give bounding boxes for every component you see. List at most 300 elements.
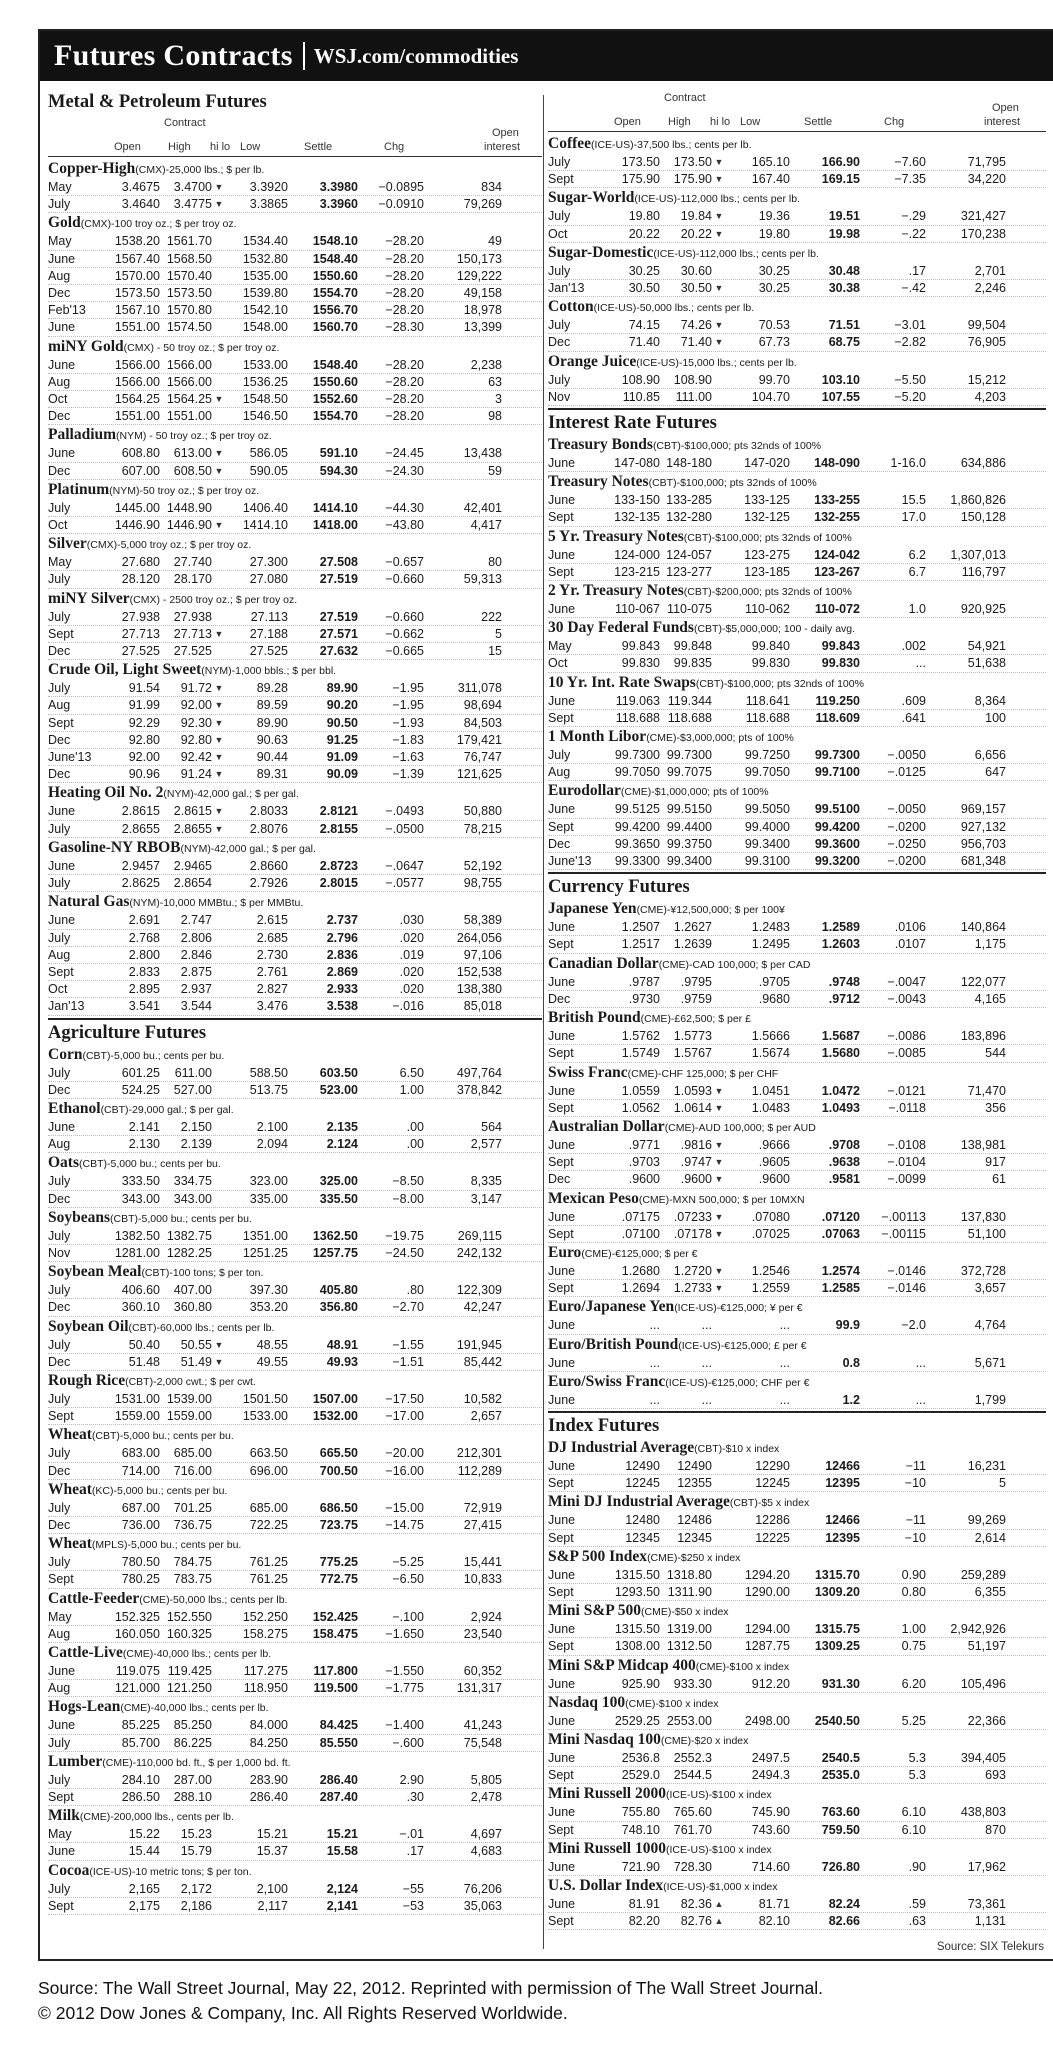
table-row (548, 334, 1046, 351)
high-cell: 121.250 (166, 1681, 212, 1696)
chg-cell: −1.55 (392, 1337, 424, 1352)
high-cell: 1566.00 (166, 374, 212, 389)
hilo-arrow-icon (212, 268, 226, 284)
open-interest-cell: 97,106 (463, 947, 502, 962)
month-cell: Sept (548, 564, 574, 579)
open-interest-cell: 42,247 (463, 1300, 502, 1315)
open-interest-cell: 27,415 (463, 1517, 502, 1532)
contract-name (48, 1535, 542, 1554)
low-cell: 1548.00 (242, 320, 288, 335)
settle-cell: 27.508 (319, 555, 358, 570)
open-cell: 50.40 (128, 1337, 160, 1352)
month-cell: June (548, 802, 576, 817)
low-cell: 353.20 (249, 1300, 288, 1315)
table-row (48, 1445, 542, 1462)
high-cell: 111.00 (675, 389, 712, 404)
contract-spec: (NYM)-10,000 MMBtu.; $ per MMBtu. (129, 897, 304, 910)
settle-cell: 591.10 (319, 446, 358, 461)
high-cell: 92.80 (180, 732, 212, 747)
contract-spec: (CME)-$50 x index (641, 1606, 729, 1619)
high-cell: 1568.50 (166, 251, 212, 266)
settle-cell: 723.75 (319, 1517, 358, 1532)
low-cell: 2.685 (256, 930, 288, 945)
settle-cell: 91.09 (326, 750, 358, 765)
chg-cell: −1.63 (392, 750, 424, 765)
contract-title: Oats (48, 1154, 79, 1172)
month-cell: Sept (48, 1409, 74, 1424)
table-row (548, 693, 1046, 710)
hilo-arrow-icon (212, 374, 226, 390)
contract-title: Cattle-Live (48, 1643, 123, 1661)
open-interest-cell: 59,313 (463, 572, 502, 587)
open-cell: 1.2680 (621, 1263, 660, 1278)
settle-cell: 2.8015 (319, 876, 358, 891)
hilo-arrow-icon (212, 964, 226, 980)
high-cell: 99.3400 (666, 854, 712, 869)
open-cell: 1.2517 (621, 937, 660, 952)
contract-name (48, 1100, 542, 1119)
open-interest-cell: 98,694 (463, 698, 502, 713)
contract-spec: (MPLS)-5,000 bu.; cents per bu. (91, 1539, 242, 1552)
settle-cell: 405.80 (319, 1283, 358, 1298)
settle-cell: 2.869 (326, 964, 358, 979)
settle-cell: 99.843 (821, 639, 860, 654)
hilo-arrow-icon: ▼ (214, 734, 224, 745)
table-row (548, 547, 1046, 564)
high-cell: 119.425 (167, 1663, 212, 1678)
open-interest-cell: 15,212 (967, 372, 1006, 387)
settle-cell: 356.80 (319, 1300, 358, 1315)
open-cell: 1382.50 (114, 1228, 160, 1243)
contract-title: Corn (48, 1045, 83, 1063)
open-interest-cell: 1,307,013 (950, 547, 1006, 562)
contract-name (548, 1298, 1046, 1317)
low-cell: 27.080 (249, 572, 288, 587)
column-oi-label-2: interest (484, 141, 521, 153)
column-chg-label: Chg (384, 141, 405, 153)
table-row (48, 732, 542, 749)
month-cell: June (548, 1513, 576, 1528)
low-cell: 2497.5 (751, 1750, 790, 1765)
open-cell: 3.541 (128, 999, 160, 1014)
column-hilo-label: hi lo (710, 116, 731, 128)
high-cell: 1319.00 (666, 1622, 712, 1637)
low-cell: 286.40 (249, 1790, 288, 1804)
open-cell: 1.0562 (621, 1100, 660, 1115)
low-cell: 1.0483 (751, 1100, 790, 1115)
contract-name (548, 1336, 1046, 1355)
low-cell: 12290 (755, 1458, 790, 1473)
open-interest-cell: 179,421 (456, 732, 502, 747)
settle-cell: 90.09 (326, 767, 358, 782)
table-row (48, 319, 542, 336)
contract-spec: (CBT)-$10 x index (694, 1442, 780, 1455)
settle-cell: 2,141 (326, 1898, 358, 1913)
contract-spec: (CBT)-$100,000; pts 32nds of 100% (683, 531, 852, 544)
table-row (48, 1609, 542, 1626)
month-cell: Sept (548, 1822, 574, 1837)
table-row (548, 1475, 1046, 1492)
open-cell: 99.7300 (614, 748, 660, 763)
open-interest-cell: 259,289 (960, 1567, 1006, 1582)
table-row (48, 408, 542, 425)
month-cell: July (48, 500, 71, 515)
open-interest-cell: 5 (495, 626, 502, 641)
table-row (548, 171, 1046, 188)
hilo-arrow-icon (712, 1676, 726, 1692)
settle-cell: 1315.70 (814, 1567, 860, 1582)
low-cell: 323.00 (249, 1174, 288, 1189)
table-row (48, 233, 542, 250)
hilo-arrow-icon (212, 1228, 226, 1244)
high-cell: 2,172 (180, 1881, 212, 1896)
low-cell: 12286 (755, 1513, 790, 1528)
table-row (48, 1500, 542, 1517)
hilo-arrow-icon (712, 1028, 726, 1044)
chg-cell: −28.20 (385, 392, 424, 407)
hilo-arrow-icon: ▼ (714, 1139, 724, 1150)
open-interest-cell: 372,728 (960, 1263, 1006, 1278)
contract-name (48, 784, 542, 803)
contract-name (48, 481, 542, 500)
table-row (548, 208, 1046, 225)
settle-cell: 110-072 (814, 602, 860, 617)
chg-cell: 6.7 (908, 564, 926, 579)
table-row (548, 974, 1046, 991)
open-interest-cell: 969,157 (960, 802, 1006, 817)
high-cell: 108.90 (673, 372, 712, 387)
settle-cell: 19.98 (828, 226, 860, 241)
settle-cell: 2.135 (326, 1119, 358, 1134)
hilo-arrow-icon: ▼ (214, 752, 224, 763)
high-cell: 3.544 (180, 999, 212, 1014)
month-cell: Nov (548, 389, 571, 404)
month-cell: Sept (548, 1281, 574, 1296)
open-cell: 687.00 (121, 1500, 160, 1515)
hilo-arrow-icon (212, 1663, 226, 1679)
contract-name (48, 1318, 542, 1337)
hilo-arrow-icon (212, 319, 226, 335)
settle-cell: 1.2589 (821, 920, 860, 935)
open-cell: 2.141 (128, 1119, 160, 1134)
month-cell: Sept (548, 819, 574, 834)
high-cell: 152.550 (166, 1609, 212, 1624)
high-cell: 783.75 (173, 1572, 212, 1587)
low-cell: ... (779, 1392, 790, 1407)
settle-cell: 931.30 (821, 1676, 860, 1691)
settle-cell: 1548.40 (312, 251, 358, 266)
open-cell: 12345 (625, 1530, 660, 1545)
open-cell: 780.50 (121, 1555, 160, 1570)
hilo-arrow-icon: ▼ (214, 717, 224, 728)
high-cell: 2.139 (180, 1137, 212, 1152)
month-cell: Sept (548, 1046, 574, 1061)
low-cell: 1.2483 (751, 920, 790, 935)
table-row (548, 1767, 1046, 1784)
open-interest-cell: 116,797 (961, 564, 1006, 579)
contract-title: 5 Yr. Treasury Notes (548, 527, 684, 545)
settle-cell: 1554.70 (312, 409, 358, 424)
open-interest-cell: 212,301 (456, 1446, 502, 1461)
low-cell: 1294.20 (744, 1567, 790, 1582)
hilo-arrow-icon (712, 853, 726, 869)
open-cell: 132-135 (614, 510, 660, 525)
settle-cell: 118.609 (815, 710, 860, 725)
open-interest-cell: 76,206 (463, 1881, 502, 1896)
open-interest-cell: 1,175 (974, 937, 1006, 952)
low-cell: 27.113 (250, 609, 288, 624)
open-cell: 15.22 (128, 1827, 160, 1842)
open-interest-cell: 10,582 (463, 1391, 502, 1406)
open-interest-cell: 23,540 (463, 1626, 502, 1641)
chg-cell: −43.80 (385, 518, 424, 533)
hilo-arrow-icon (712, 601, 726, 617)
open-cell: 714.00 (121, 1463, 160, 1478)
high-cell: 15.79 (180, 1844, 212, 1859)
high-cell: 148-180 (666, 456, 712, 471)
high-cell: 1570.40 (166, 268, 212, 283)
month-cell: May (48, 1827, 72, 1842)
settle-cell: 82.24 (828, 1896, 860, 1911)
hilo-arrow-icon: ▼ (214, 182, 224, 192)
low-cell: 745.90 (751, 1805, 790, 1820)
settle-cell: 117.800 (313, 1663, 358, 1678)
high-cell: 1551.00 (166, 409, 212, 424)
settle-cell: .9748 (828, 974, 860, 989)
open-cell: 85.225 (121, 1718, 160, 1733)
chg-cell: −.0200 (887, 819, 926, 834)
month-cell: June (548, 547, 576, 562)
low-cell: 84.000 (249, 1718, 288, 1733)
month-cell: June (548, 1713, 576, 1728)
chg-cell: −.00115 (881, 1226, 926, 1241)
chg-cell: .0106 (894, 920, 926, 935)
open-interest-cell: 35,063 (463, 1898, 502, 1913)
low-cell: 2.730 (256, 947, 288, 962)
low-cell: .9600 (758, 1172, 790, 1187)
contract-spec: (CME)-40,000 lbs.; cents per lb. (122, 1647, 272, 1660)
month-cell: June (548, 974, 576, 989)
chg-cell: ... (915, 656, 926, 671)
contract-spec: (CME)-CHF 125,000; $ per CHF (627, 1067, 779, 1080)
low-cell: 1294.00 (744, 1622, 790, 1637)
contract-title: Wheat (48, 1480, 92, 1498)
contract-name (548, 1493, 1046, 1512)
chg-cell: −.0577 (385, 876, 424, 891)
contract-spec: (ICE-US)-€125,000; ¥ per € (674, 1302, 803, 1315)
table-row (48, 357, 542, 374)
contract-name (548, 1694, 1046, 1713)
high-cell: 99.848 (673, 639, 712, 654)
high-cell: 12486 (677, 1513, 712, 1528)
high-cell: 2.806 (180, 930, 212, 945)
open-cell: .07100 (621, 1226, 660, 1241)
open-interest-cell: 3,657 (974, 1281, 1006, 1296)
month-cell: Dec (48, 1082, 71, 1097)
month-cell: May (48, 180, 72, 194)
hilo-arrow-icon (712, 936, 726, 952)
settle-cell: 89.90 (326, 681, 358, 696)
month-cell: Dec (548, 335, 571, 350)
hilo-arrow-icon (212, 251, 226, 267)
low-cell: 1.2546 (751, 1263, 790, 1278)
open-cell: 2.895 (128, 982, 160, 997)
low-cell: 118.950 (243, 1681, 288, 1696)
low-cell: 1351.00 (242, 1228, 288, 1243)
low-cell: 1.5666 (751, 1029, 790, 1044)
table-row (548, 263, 1046, 280)
chg-cell: 6.20 (901, 1676, 926, 1691)
low-cell: 2494.3 (751, 1768, 790, 1783)
chg-cell: .00 (406, 1137, 424, 1152)
open-cell: 119.075 (115, 1663, 160, 1678)
open-cell: 1531.00 (114, 1391, 160, 1406)
low-cell: 99.5050 (744, 802, 790, 817)
low-cell: ... (779, 1318, 790, 1333)
hilo-arrow-icon (212, 357, 226, 373)
contract-title: Gasoline-NY RBOB (48, 838, 181, 856)
month-cell: July (48, 930, 71, 945)
table-row (548, 836, 1046, 853)
settle-cell: 84.425 (319, 1718, 358, 1733)
contract-title: Wheat (48, 1426, 92, 1444)
settle-cell: 1552.60 (312, 392, 358, 407)
month-cell: July (48, 1228, 71, 1243)
month-cell: July (48, 1174, 71, 1189)
hilo-arrow-icon (712, 655, 726, 671)
open-cell: 1445.00 (114, 500, 160, 515)
high-cell: 2544.5 (673, 1768, 712, 1783)
table-row (48, 1136, 542, 1153)
open-cell: 147-080 (614, 456, 660, 471)
high-cell: 30.50 (680, 281, 712, 296)
hilo-arrow-icon (212, 1789, 226, 1805)
low-cell: 167.40 (751, 172, 790, 187)
table-row (548, 1584, 1046, 1601)
hilo-arrow-icon (712, 1567, 726, 1583)
high-cell: 1573.50 (166, 286, 212, 301)
column-open-label: Open (114, 141, 141, 153)
column-contract-label: Contract (664, 92, 706, 104)
month-cell: June (548, 1355, 576, 1370)
table-row (48, 1772, 542, 1789)
contract-spec: (CMX)-25,000 lbs.; $ per lb. (135, 164, 265, 176)
chg-cell: 5.25 (901, 1713, 926, 1728)
settle-cell: 1548.40 (312, 357, 358, 372)
hilo-arrow-icon (212, 643, 226, 659)
settle-cell: 1.2574 (821, 1263, 860, 1278)
open-interest-cell: 1,799 (974, 1392, 1006, 1407)
chg-cell: −7.35 (894, 172, 926, 187)
contract-name (548, 473, 1046, 492)
month-cell: June (548, 1083, 576, 1098)
open-cell: 1566.00 (114, 374, 160, 389)
table-row (48, 1735, 542, 1752)
settle-cell: 99.7300 (814, 748, 860, 763)
hilo-arrow-icon (712, 638, 726, 654)
hilo-arrow-icon: ▼ (714, 174, 724, 185)
contract-spec: (CMX)-100 troy oz.; $ per troy oz. (80, 218, 237, 231)
contract-title: Sugar-Domestic (548, 243, 654, 261)
table-row (48, 749, 542, 766)
chg-cell: −1.775 (385, 1681, 424, 1696)
contract-spec: (CME)-$20 x index (660, 1734, 749, 1747)
open-interest-cell: 98,755 (463, 876, 502, 891)
table-row (548, 1530, 1046, 1547)
settle-cell: 1560.70 (312, 320, 358, 335)
open-interest-cell: 4,764 (974, 1318, 1006, 1333)
column-oi-label: Open (492, 127, 519, 139)
section-title: Agriculture Futures (48, 1018, 542, 1045)
contract-name (48, 1753, 542, 1772)
table-row (48, 517, 542, 534)
contract-title: Treasury Bonds (548, 436, 653, 454)
low-cell: 89.59 (256, 698, 288, 713)
table-row (548, 1567, 1046, 1584)
settle-cell: 90.20 (326, 698, 358, 713)
month-cell: June (548, 602, 576, 617)
contract-title: Gold (48, 214, 81, 232)
table-row (48, 1626, 542, 1643)
futures-table-panel (38, 29, 1053, 1961)
low-cell: 1.5674 (751, 1046, 790, 1061)
high-cell: 123-277 (666, 564, 712, 579)
contract-spec: (CBT)-$100,000; pts 32nds of 100% (695, 677, 864, 690)
month-cell: June (48, 1119, 76, 1134)
hilo-arrow-icon: ▼ (214, 806, 224, 817)
month-cell: Aug (48, 1626, 71, 1641)
hilo-arrow-icon (212, 1881, 226, 1897)
high-cell: 99.5150 (666, 802, 712, 817)
open-cell: 736.00 (121, 1517, 160, 1532)
chg-cell: −.0125 (887, 765, 926, 780)
month-cell: July (548, 318, 571, 333)
open-interest-cell: 2,246 (974, 281, 1006, 296)
chg-cell: −28.20 (385, 251, 424, 266)
high-cell: 2.875 (180, 964, 212, 979)
open-cell: 343.00 (121, 1191, 160, 1206)
high-cell: 784.75 (173, 1555, 212, 1570)
table-row (548, 280, 1046, 297)
table-row (48, 998, 542, 1015)
hilo-arrow-icon: ▼ (214, 1339, 224, 1350)
chg-cell: −.0050 (887, 802, 926, 817)
open-cell: 152.325 (114, 1609, 160, 1624)
settle-cell: .07063 (821, 1226, 860, 1241)
open-cell: 27.680 (121, 555, 160, 570)
table-row (48, 1391, 542, 1408)
table-row (548, 1355, 1046, 1372)
hilo-arrow-icon: ▼ (714, 1265, 724, 1276)
open-interest-cell: 1,131 (974, 1914, 1006, 1929)
open-interest-cell: 5,671 (974, 1355, 1006, 1370)
low-cell: 2.615 (256, 913, 288, 928)
month-cell: Sept (48, 715, 74, 730)
month-cell: Aug (48, 374, 71, 389)
contract-name (548, 298, 1046, 317)
chg-cell: −0.660 (385, 572, 424, 587)
open-interest-cell: 956,703 (960, 836, 1006, 851)
open-cell: 1.0559 (621, 1083, 660, 1098)
hilo-arrow-icon (712, 492, 726, 508)
open-cell: 1315.50 (614, 1622, 660, 1637)
low-cell: 714.60 (751, 1859, 790, 1874)
open-cell: 28.120 (121, 572, 160, 587)
open-interest-cell: 378,842 (456, 1082, 502, 1097)
hilo-arrow-icon: ▼ (714, 283, 724, 294)
contract-name (548, 1877, 1046, 1896)
settle-cell: 772.75 (319, 1572, 358, 1587)
